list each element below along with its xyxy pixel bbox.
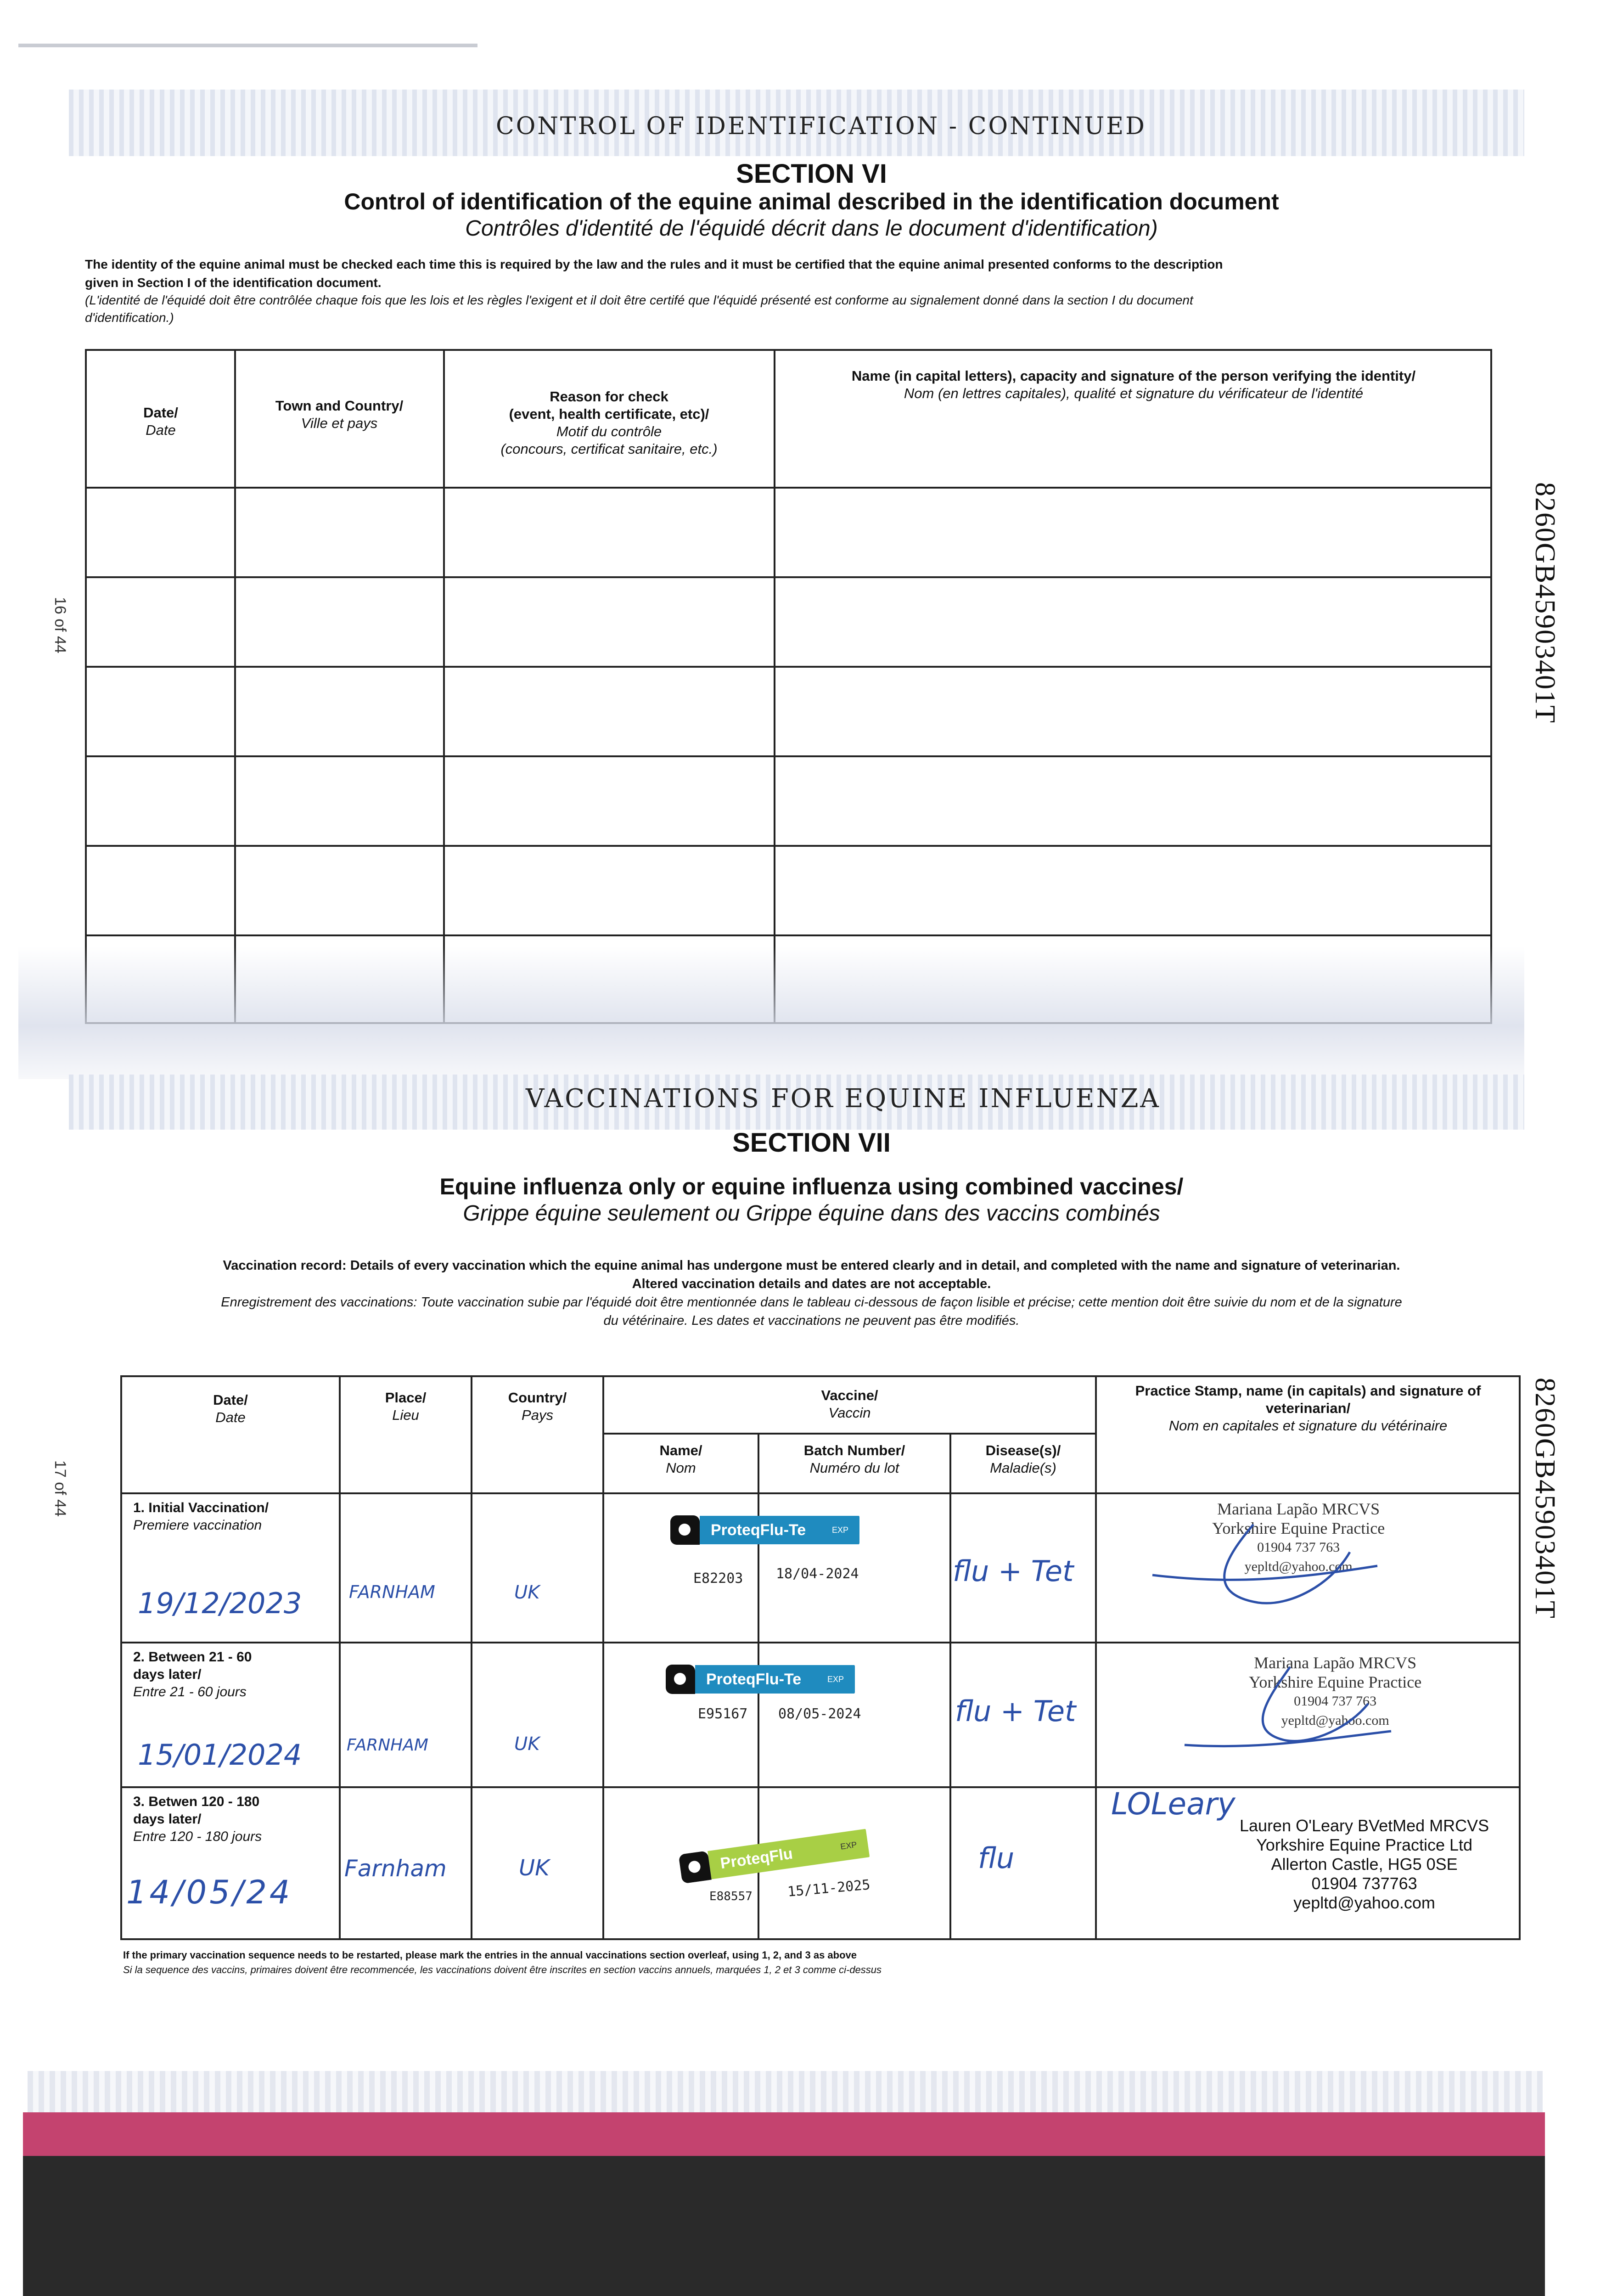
row1-country: UK [514,1582,540,1603]
row3-vaccine-label: ProteqFlu EXP [679,1829,870,1884]
section7-heading-fr: Grippe équine seulement ou Grippe équine dans des vaccins combinés [463,1201,1160,1226]
section7-heading-en: Equine influenza only or equine influenza using combined vaccines/ [439,1174,1184,1199]
section6-heading-fr: Contrôles d'identité de l'équidé décrit dans le document d'identification) [465,216,1158,241]
row1-vaccine-label: ProteqFlu-Te EXP [670,1515,859,1545]
row1-vet-stamp: Mariana Lapão MRCVS Yorkshire Equine Practice 01904 737 763 yepltd@yahoo.com [1212,1500,1385,1574]
bottom-accent-band [23,2112,1545,2156]
row1-batch: E82203 [693,1570,743,1587]
section6-intro-en-1: The identity of the equine animal must be checked each time this is required by the law and the rules and it must be certified that the equine animal presented conforms to the description [85,257,1223,271]
section7-page-number: 17 of 44 [51,1460,69,1517]
row1-label: 1. Initial Vaccination/ Premiere vaccination [133,1500,269,1533]
s7-col-stamp: Practice Stamp, name (in capitals) and signature of veterinarian/ Nom en capitales et signature du vétérinaire [1135,1383,1481,1434]
row2-vaccine-label: ProteqFlu-Te EXP [666,1665,855,1694]
section7-side-id: 8260GB45903401T [1529,1378,1561,1619]
row1-disease: flu + Tet [953,1554,1074,1588]
row1-place: FARNHAM [349,1582,435,1602]
s6-col-reason: Reason for check (event, health certificate, etc)/ Motif du contrôle (concours, certificat sanitaire, etc.) [500,388,718,457]
row3-label: 3. Betwen 120 - 180 days later/ Entre 120 - 180 jours [133,1794,262,1844]
row2-signature [1175,1662,1414,1768]
row2-disease: flu + Tet [955,1694,1076,1728]
section6-heading-en: Control of identification of the equine animal described in the identification document [344,189,1279,214]
row2-country: UK [514,1733,540,1755]
section6-intro-en-2: given in Section I of the identification document. [85,276,382,290]
row3-batch: E88557 [709,1890,753,1903]
row3-country: UK [519,1855,550,1881]
row2-place: FARNHAM [347,1736,428,1755]
section6-intro-fr-2: d'identification.) [85,310,174,325]
s7-col-place: Place/ Lieu [385,1390,427,1423]
row2-expiry: 08/05-2024 [778,1706,861,1722]
row1-expiry: 18/04-2024 [776,1566,859,1582]
section7-record-en-2: Altered vaccination details and dates are not acceptable. [632,1277,991,1291]
row3-date: 14/05/24 [126,1874,293,1911]
section7-record-en-1: Vaccination record: Details of every vaccination which the equine animal has undergone must be entered clearly and in detail, and completed with the name and signature of veterinarian. [223,1258,1400,1273]
row3-signature: LOLeary [1111,1786,1236,1822]
section6-lower-band [18,946,1524,1079]
s6-col-name: Name (in capital letters), capacity and signature of the person verifying the identity/ Nom (en lettres capitales), qualité et signature du vérificateur de l'identité [851,368,1416,401]
vaccine-logo-icon [670,1515,700,1545]
section6-table [85,349,1492,1024]
section7-record-fr-1: Enregistrement des vaccinations: Toute vaccination subie par l'équidé doit être mentionnée dans le tableau ci-dessous de façon lisible et précise; cette mention doit être suivie du nom et de la signature [221,1295,1402,1310]
section7-label: SECTION VII [732,1128,891,1158]
section6-banner: CONTROL OF IDENTIFICATION - CONTINUED [496,113,1146,140]
s6-col-date: Date/ Date [143,405,178,438]
section7-record-fr-2: du vétérinaire. Les dates et vaccinations ne peuvent pas être modifiés. [603,1313,1020,1328]
row1-signature [1139,1515,1414,1635]
footnote-fr: Si la sequence des vaccins, primaires doivent être recommencée, les vaccinations doivent être inscrites en section vaccins annuels, marquées 1, 2 et 3 comme ci-dessus [123,1964,882,1975]
section6-side-id: 8260GB45903401T [1529,482,1561,724]
s6-col-town: Town and Country/ Ville et pays [275,398,404,431]
bottom-dark-band [23,2156,1545,2296]
section6-label: SECTION VI [736,159,887,189]
row3-disease: flu [978,1841,1015,1875]
vaccine-logo-icon [666,1665,695,1694]
row2-label: 2. Between 21 - 60 days later/ Entre 21 - 60 jours [133,1649,252,1699]
row2-date: 15/01/2024 [138,1738,302,1772]
row2-vet-stamp: Mariana Lapão MRCVS Yorkshire Equine Practice 01904 737 763 yepltd@yahoo.com [1249,1654,1422,1728]
section6-intro-fr-1: (L'identité de l'équidé doit être contrôlée chaque fois que les lois et les règles l'exigent et il doit être certifé que l'équidé présenté est conforme au signalement donné dans la section I du document [85,293,1193,307]
s7-col-date: Date/ Date [213,1392,248,1425]
row2-batch: E95167 [698,1706,748,1722]
s7-col-country: Country/ Pays [508,1390,567,1423]
s7-col-disease: Disease(s)/ Maladie(s) [985,1442,1061,1476]
row3-expiry: 15/11-2025 [786,1877,871,1900]
footnote-en: If the primary vaccination sequence needs to be restarted, please mark the entries in the annual vaccinations section overleaf, using 1, 2, and 3 as above [123,1949,857,1961]
s7-col-name: Name/ Nom [659,1442,702,1476]
row3-vet-stamp: Lauren O'Leary BVetMed MRCVS Yorkshire Equine Practice Ltd Allerton Castle, HG5 0SE 01904 737763 yepltd@yahoo.com [1240,1816,1489,1912]
vaccine-logo-icon [679,1851,712,1884]
s7-col-batch: Batch Number/ Numéro du lot [803,1442,905,1476]
section6-page-number: 16 of 44 [51,597,69,653]
scan-edge [18,44,477,47]
section7-banner: VACCINATIONS FOR EQUINE INFLUENZA [526,1084,1161,1114]
bottom-faded-band [28,2071,1543,2112]
row1-date: 19/12/2023 [138,1587,302,1620]
row3-place: Farnham [344,1855,447,1882]
s7-col-vaccine: Vaccine/ Vaccin [821,1387,878,1421]
